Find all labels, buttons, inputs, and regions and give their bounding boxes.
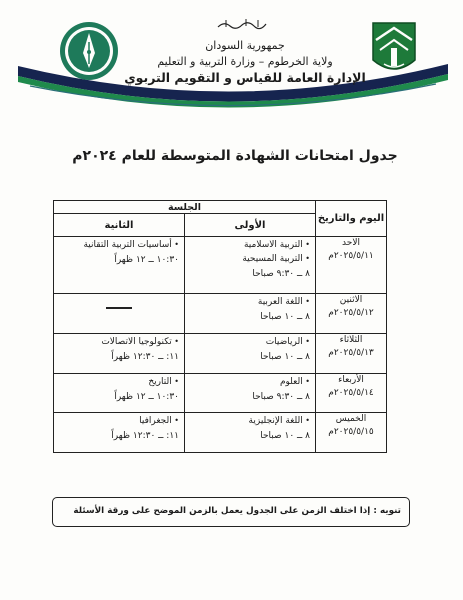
session-time: ١٠:٣٠ ــ ١٢ ظهراً xyxy=(114,255,179,265)
subject: • اللغة الإنجليزية xyxy=(190,414,310,428)
day-cell xyxy=(316,294,387,334)
second-session-cell xyxy=(54,373,185,413)
second-session-cell xyxy=(54,294,185,334)
session-time: ١١: ــ ١٢:٣٠ ظهراً xyxy=(111,351,179,362)
session-time: ٨ ــ ١٠ صباحا xyxy=(260,351,310,362)
letterhead xyxy=(0,0,463,130)
header-day-date: اليوم والتاريخ xyxy=(316,201,387,237)
header-department: الإدارة العامة للقياس و التقويم التربوي xyxy=(124,70,366,85)
day-name: الاحد xyxy=(342,238,360,248)
first-session-cell xyxy=(185,413,316,453)
second-session-cell xyxy=(54,237,185,294)
empty-dash xyxy=(106,307,132,309)
session-time: ١١: ــ ١٢:٣٠ ظهراً xyxy=(111,431,179,442)
session-time: ٨ ــ ١٠ صباحا xyxy=(260,312,310,323)
second-session-cell xyxy=(54,413,185,453)
pen-nib-logo-icon xyxy=(58,20,120,82)
first-session-cell xyxy=(185,373,316,413)
day-date: ٢٠٢٥/٥/١١م xyxy=(328,251,374,261)
header-second-session: الثانية xyxy=(54,214,185,237)
day-cell xyxy=(316,373,387,413)
second-session-cell xyxy=(54,333,185,373)
subject: • التاريخ xyxy=(59,375,179,389)
table-row xyxy=(54,373,387,413)
header-session: الجلسة xyxy=(54,201,316,214)
table-row xyxy=(54,333,387,373)
day-cell xyxy=(316,413,387,453)
day-date: ٢٠٢٥/٥/١٣م xyxy=(328,347,374,358)
header-ministry: ولاية الخرطوم – وزارة التربية و التعليم xyxy=(157,55,333,68)
first-session-cell xyxy=(185,237,316,294)
day-cell xyxy=(316,237,387,294)
subject: • اللغة العربية xyxy=(190,295,310,309)
table-row xyxy=(54,413,387,453)
note-box: تنويه : إذا اختلف الزمن على الجدول يعمل بالزمن الموضح على ورقة الأسئلة xyxy=(52,497,410,527)
subject: • أساسيات التربية التقانية xyxy=(59,238,179,252)
table-row xyxy=(54,237,387,294)
page-title: جدول امتحانات الشهادة المتوسطة للعام ٢٠٢٤م xyxy=(72,148,398,164)
basmala-calligraphy xyxy=(216,17,268,31)
exam-schedule-table xyxy=(53,200,387,453)
state-emblem-icon xyxy=(370,20,418,80)
day-cell xyxy=(316,333,387,373)
subject: • الجغرافيا xyxy=(59,414,179,428)
session-time: ١٠:٣٠ ــ ١٢ ظهراً xyxy=(114,391,179,402)
session-time: ٨ ــ ٩:٣٠ صباحا xyxy=(252,391,310,402)
day-date: ٢٠٢٥/٥/١٥م xyxy=(328,427,374,438)
day-name: الأربعاء xyxy=(338,374,364,385)
subject: • التربية الاسلامية xyxy=(190,238,310,252)
day-date: ٢٠٢٥/٥/١٤م xyxy=(328,387,374,398)
table-row xyxy=(54,294,387,334)
subject: • العلوم xyxy=(190,375,310,389)
header-country: جمهورية السودان xyxy=(205,39,285,52)
day-date: ٢٠٢٥/٥/١٢م xyxy=(328,308,374,319)
session-time: ٨ ــ ١٠ صباحا xyxy=(260,431,310,442)
day-name: الاثنين xyxy=(339,295,363,306)
day-name: الخميس xyxy=(335,414,367,425)
header-first-session: الأولى xyxy=(185,214,316,237)
day-name: الثلاثاء xyxy=(339,334,363,345)
first-session-cell xyxy=(185,333,316,373)
subject: • التربية المسيحية xyxy=(190,252,310,266)
session-time: ٨ ــ ٩:٣٠ صباحا xyxy=(252,269,310,279)
subject: • الرياضيات xyxy=(190,335,310,349)
first-session-cell xyxy=(185,294,316,334)
subject: • تكنولوجيا الاتصالات xyxy=(59,335,179,349)
